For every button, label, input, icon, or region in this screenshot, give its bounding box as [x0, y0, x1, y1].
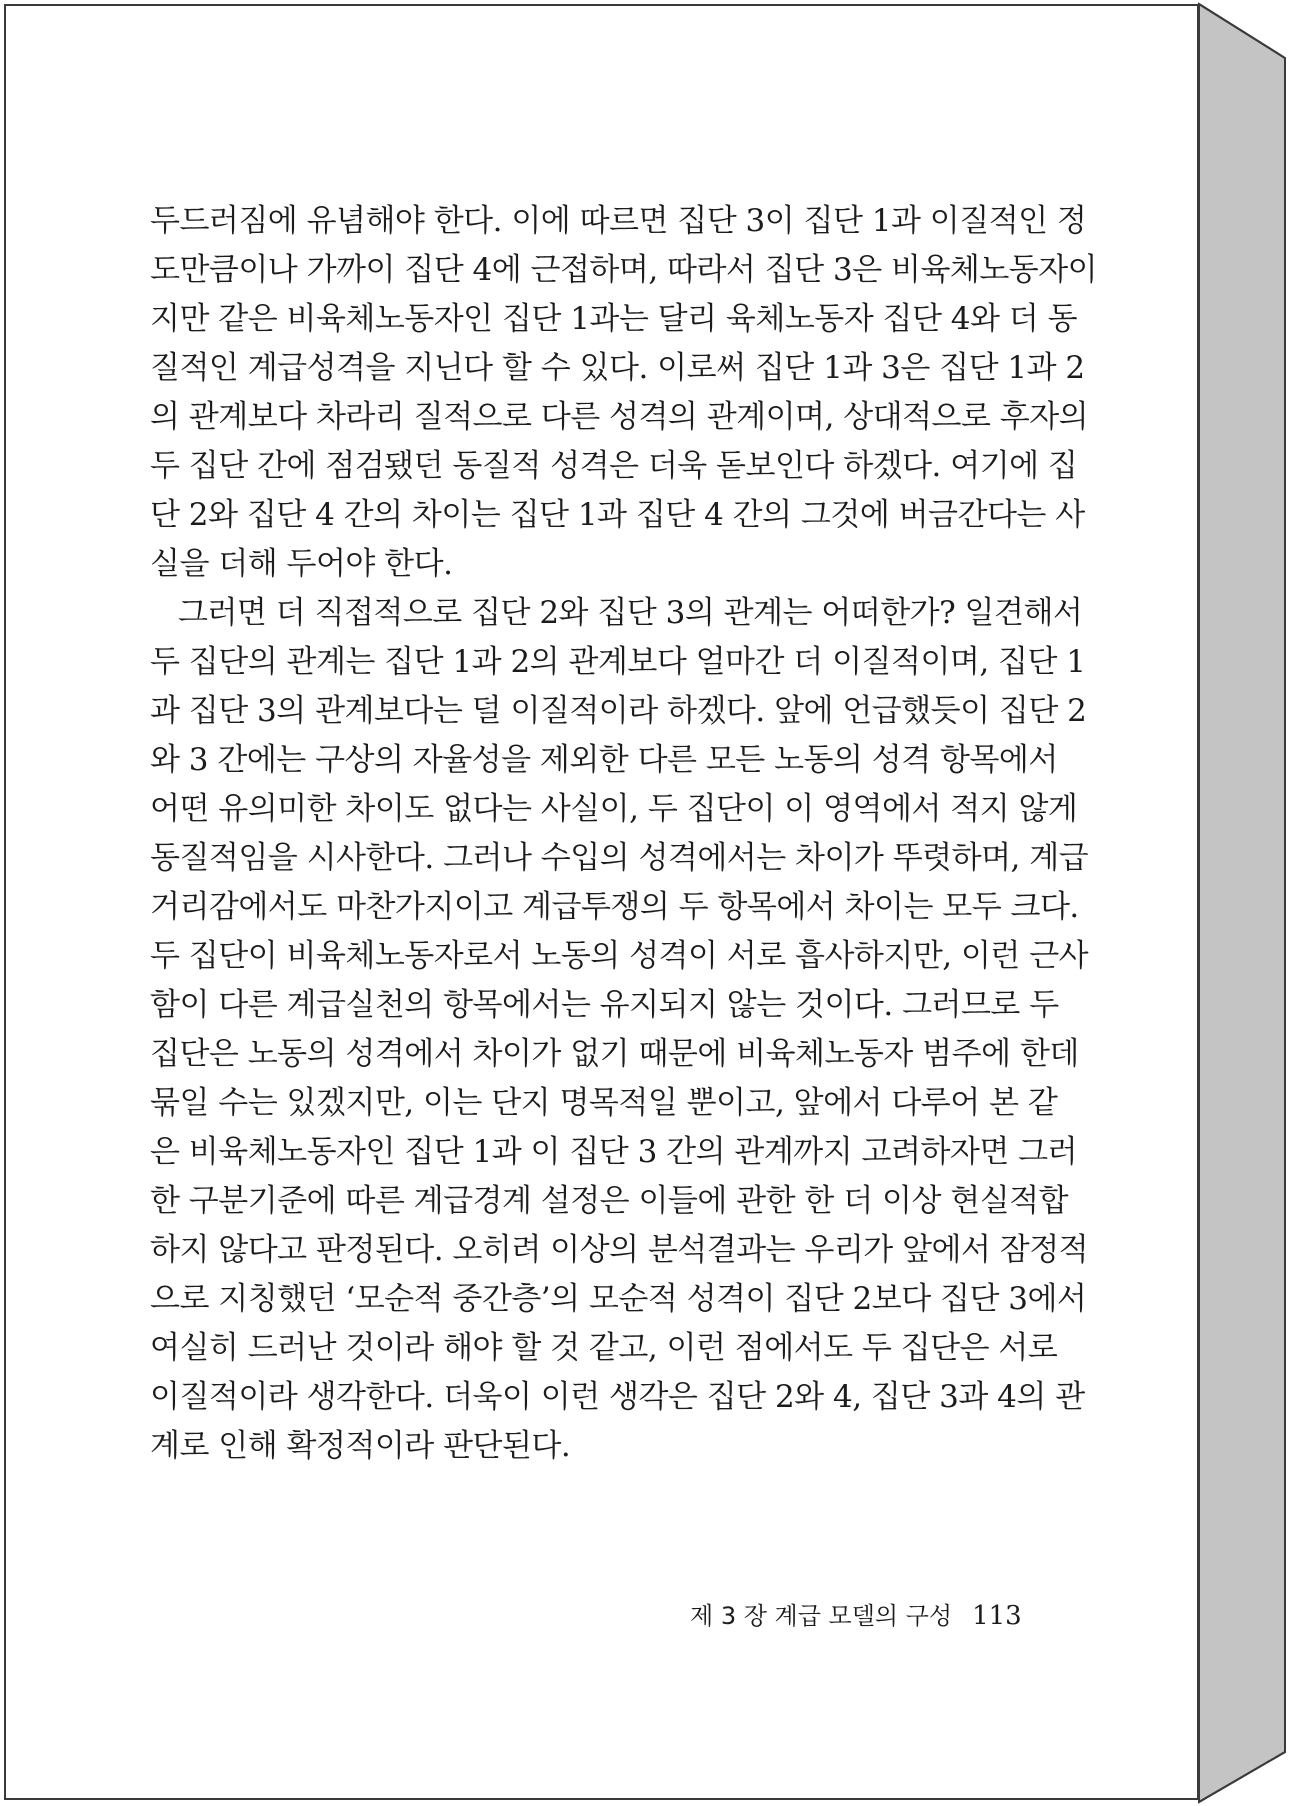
text-line: 거리감에서도 마찬가지이고 계급투쟁의 두 항목에서 차이는 모두 크다. — [150, 889, 1079, 925]
text-line: 어떤 유의미한 차이도 없다는 사실이, 두 집단이 이 영역에서 적지 않게 — [150, 791, 1078, 827]
text-line: 두 집단 간에 점검됐던 동질적 성격은 더욱 돋보인다 하겠다. 여기에 집 — [150, 448, 1078, 484]
text-line: 지만 같은 비육체노동자인 집단 1과는 달리 육체노동자 집단 4와 더 동 — [150, 301, 1078, 337]
text-line: 와 3 간에는 구상의 자율성을 제외한 다른 모든 노동의 성격 항목에서 — [150, 742, 1058, 778]
text-line: 집단은 노동의 성격에서 차이가 없기 때문에 비육체노동자 범주에 한데 — [150, 1036, 1079, 1072]
text-line: 동질적임을 시사한다. 그러나 수입의 성격에서는 차이가 뚜렷하며, 계급 — [150, 840, 1089, 876]
text-line: 두 집단의 관계는 집단 1과 2의 관계보다 얼마간 더 이질적이며, 집단 1 — [150, 644, 1086, 680]
chapter-title: 제 3 장 계급 모델의 구성 — [690, 1602, 953, 1630]
text-line: 은 비육체노동자인 집단 1과 이 집단 3 간의 관계까지 고려하자면 그러 — [150, 1134, 1078, 1170]
text-line: 이질적이라 생각한다. 더욱이 이런 생각은 집단 2와 4, 집단 3과 4의 관 — [150, 1379, 1085, 1415]
text-line: 질적인 계급성격을 지닌다 할 수 있다. 이로써 집단 1과 3은 집단 1과 2 — [150, 350, 1085, 386]
text-line: 그러면 더 직접적으로 집단 2와 집단 3의 관계는 어떠한가? 일견해서 — [178, 595, 1083, 631]
text-line: 여실히 드러난 것이라 해야 할 것 같고, 이런 점에서도 두 집단은 서로 — [150, 1330, 1058, 1366]
text-line: 실을 더해 두어야 한다. — [150, 546, 453, 582]
text-line: 으로 지칭했던 ‘모순적 중간층’의 모순적 성격이 집단 2보다 집단 3에서 — [150, 1281, 1087, 1317]
text-line: 과 집단 3의 관계보다는 덜 이질적이라 하겠다. 앞에 언급했듯이 집단 2 — [150, 693, 1087, 729]
text-line: 계로 인해 확정적이라 판단된다. — [150, 1428, 571, 1464]
page-footer — [690, 1596, 1022, 1631]
text-line: 두 집단이 비육체노동자로서 노동의 성격이 서로 흡사하지만, 이런 근사 — [150, 938, 1089, 974]
page-number: 113 — [972, 1601, 1022, 1631]
text-line: 한 구분기준에 따른 계급경계 설정은 이들에 관한 한 더 이상 현실적합 — [150, 1183, 1069, 1219]
text-line: 함이 다른 계급실천의 항목에서는 유지되지 않는 것이다. 그러므로 두 — [150, 987, 1059, 1023]
text-line: 의 관계보다 차라리 질적으로 다른 성격의 관계이며, 상대적으로 후자의 — [150, 399, 1089, 435]
text-line: 두드러짐에 유념해야 한다. 이에 따르면 집단 3이 집단 1과 이질적인 정 — [150, 203, 1087, 239]
text-line: 단 2와 집단 4 간의 차이는 집단 1과 집단 4 간의 그것에 버금간다는 사 — [150, 497, 1085, 533]
text-line: 도만큼이나 가까이 집단 4에 근접하며, 따라서 집단 3은 비육체노동자이 — [150, 252, 1098, 288]
text-line: 하지 않다고 판정된다. 오히려 이상의 분석결과는 우리가 앞에서 잠정적 — [150, 1232, 1089, 1268]
body-text — [150, 197, 1098, 1471]
text-line: 묶일 수는 있겠지만, 이는 단지 명목적일 뿐이고, 앞에서 다루어 본 같 — [150, 1085, 1058, 1121]
